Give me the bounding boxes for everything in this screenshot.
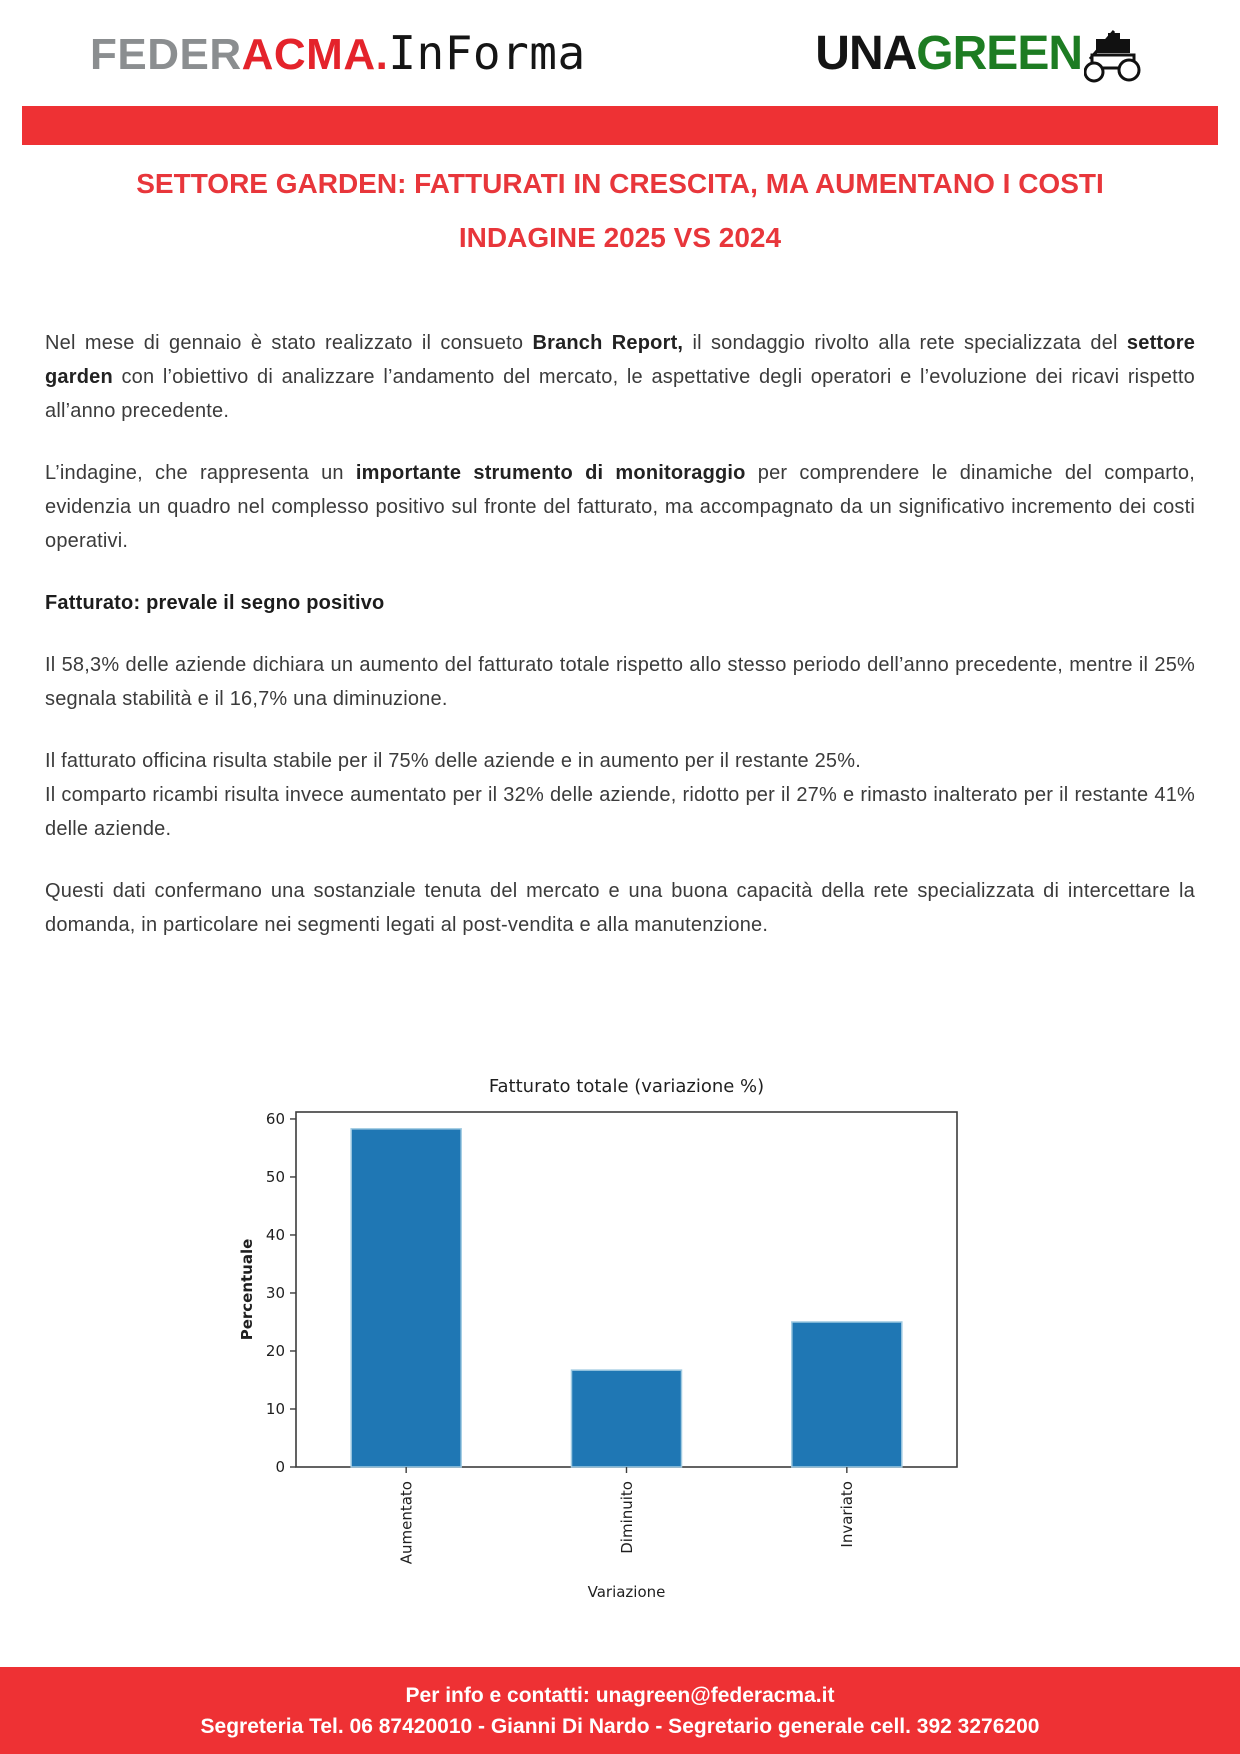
article-body (45, 326, 1195, 970)
y-tick-label: 50 (265, 1167, 285, 1186)
y-tick-label: 40 (265, 1225, 285, 1244)
chart-title: Fatturato totale (variazione %) (488, 1076, 765, 1097)
x-tick-label-invariato: Invariato (838, 1481, 857, 1548)
email-link[interactable]: unagreen@federacma.it (595, 1684, 835, 1707)
y-tick-label: 0 (275, 1458, 285, 1476)
paragraph-survey: L’indagine, che rappresenta un importante strumento di monitoraggio per comprendere le dinamiche del comparto, evidenzia un quadro nel complesso positivo sul fronte del fatturato, ma accompagnato da un significativo incremento dei costi operativi. (45, 462, 1195, 552)
x-tick-label-aumentato: Aumentato (397, 1481, 416, 1565)
bar-aumentato (351, 1129, 461, 1467)
brand-part-acma: ACMA. (241, 30, 389, 79)
page-title-line1: SETTORE GARDEN: FATTURATI IN CRESCITA, MA AUMENTANO I COSTI (136, 168, 1104, 199)
paragraph-fatturato-totale: Il 58,3% delle aziende dichiara un aumento del fatturato totale rispetto allo stesso periodo dell’anno precedente, mentre il 25% segnala stabilità e il 16,7% una diminuzione. (45, 654, 1195, 710)
footer-contact-prefix: Per info e contatti: (405, 1684, 596, 1707)
x-axis-label: Variazione (587, 1583, 666, 1601)
y-tick-label: 30 (265, 1283, 285, 1302)
footer-bar (0, 1667, 1240, 1754)
footer-secretary-line: Segreteria Tel. 06 87420010 - Gianni Di Nardo - Segretario generale cell. 392 3276200 (200, 1715, 1040, 1738)
brand-part-feder: FEDER (90, 30, 242, 79)
x-tick-label-diminuito: Diminuito (617, 1481, 636, 1554)
brand-part-informa: InForma (388, 26, 586, 80)
partner-part-green: GREEN (916, 26, 1082, 80)
paragraph-conclusione: Questi dati confermano una sostanziale tenuta del mercato e una buona capacità della rete specializzata di intercettare la domanda, in particolare nei segmenti legati al post-vendita e alla manutenzione. (45, 880, 1195, 936)
paragraph-intro: Nel mese di gennaio è stato realizzato il consueto Branch Report, il sondaggio rivolto alla rete specializzata del settore garden con l’obiettivo di analizzare l’andamento del mercato, le aspettative degli operatori e l’evoluzione dei ricavi rispetto all’anno precedente. (45, 332, 1196, 422)
section-heading-fatturato: Fatturato: prevale il segno positivo (45, 592, 385, 614)
unagreen-logo (815, 23, 1150, 83)
federacma-informa-logo (90, 26, 586, 80)
lawnmower-icon (1084, 29, 1150, 83)
bar-chart-svg (230, 1052, 1010, 1612)
bar-diminuito (572, 1370, 682, 1467)
bar-invariato (792, 1322, 902, 1467)
y-axis-label: Percentuale (238, 1238, 256, 1341)
page-header (0, 0, 1240, 106)
partner-part-una: UNA (815, 26, 917, 80)
footer-contact-line (0, 1680, 1240, 1711)
header-divider-bar (22, 106, 1218, 145)
fatturato-bar-chart (230, 1052, 1010, 1612)
y-tick-label: 20 (265, 1341, 285, 1360)
paragraph-officina-ricambi: Il fatturato officina risulta stabile per il 75% delle aziende e in aumento per il restante 25%. Il comparto ricambi risulta invece aumentato per il 32% delle aziende, ridotto per il 27% e rimasto inalterato per il restante 41% delle aziende. (45, 750, 1195, 840)
page-title-line2: INDAGINE 2025 VS 2024 (458, 222, 782, 253)
y-tick-label: 60 (265, 1109, 285, 1128)
page-title (45, 168, 1195, 254)
y-tick-label: 10 (265, 1399, 285, 1418)
